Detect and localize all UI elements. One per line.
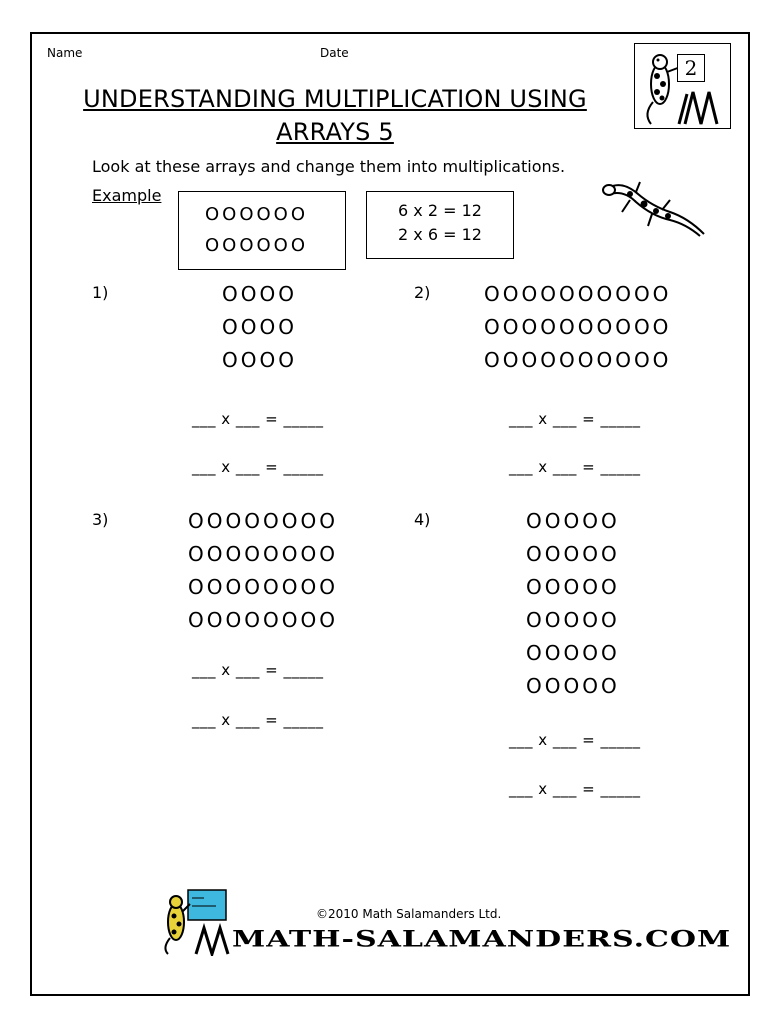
array-row: OOOOO [526,509,620,533]
array-row: OOOOOOOOOO [484,282,672,306]
array-row: OOOOOOOOOO [484,315,672,339]
example-array-box [178,191,346,270]
example-equation-box [366,191,514,259]
question-number: 3) [92,510,109,529]
array-row: OOOOO [526,608,620,632]
answer-blank[interactable]: ___ x ___ = _____ [509,731,641,749]
question-2-array [484,278,671,377]
answer-blank[interactable]: ___ x ___ = _____ [509,458,641,476]
question-4-array [526,505,620,703]
example-equation: 6 x 2 = 12 [398,201,482,220]
name-label: Name [47,46,83,60]
footer-salamander-icon [156,888,236,956]
question-number: 1) [92,283,109,302]
array-row: OOOOOOOOOO [484,348,672,372]
page-title-line1: UNDERSTANDING MULTIPLICATION USING [83,85,587,113]
array-row: OOOO [222,348,297,372]
footer-brand: MATH-SALAMANDERS.COM [232,926,732,953]
array-row: OOOOO [526,674,620,698]
array-row: OOOOOOOO [188,608,338,632]
answer-blank[interactable]: ___ x ___ = _____ [192,410,324,428]
grade-badge: 2 [677,54,705,82]
page-title-line2: ARRAYS 5 [276,118,394,146]
array-row: OOOO [222,282,297,306]
question-number: 2) [414,283,431,302]
answer-blank[interactable]: ___ x ___ = _____ [192,661,324,679]
example-equation: 2 x 6 = 12 [398,225,482,244]
date-label: Date [320,46,349,60]
example-array-row: OOOOOO [205,235,309,256]
question-1-array [222,278,297,377]
example-array-row: OOOOOO [205,204,309,225]
footer-copyright: ©2010 Math Salamanders Ltd. [316,907,502,921]
array-row: OOOOOOOO [188,575,338,599]
salamander-icon [600,176,710,241]
answer-blank[interactable]: ___ x ___ = _____ [192,458,324,476]
array-row: OOOO [222,315,297,339]
array-row: OOOOO [526,641,620,665]
answer-blank[interactable]: ___ x ___ = _____ [192,711,324,729]
array-row: OOOOO [526,575,620,599]
array-row: OOOOOOOO [188,509,338,533]
example-label: Example [92,186,162,205]
answer-blank[interactable]: ___ x ___ = _____ [509,410,641,428]
question-3-array [188,505,338,637]
question-number: 4) [414,510,431,529]
array-row: OOOOO [526,542,620,566]
logo-badge [634,43,731,129]
array-row: OOOOOOOO [188,542,338,566]
instructions: Look at these arrays and change them into multiplications. [92,157,566,176]
answer-blank[interactable]: ___ x ___ = _____ [509,780,641,798]
